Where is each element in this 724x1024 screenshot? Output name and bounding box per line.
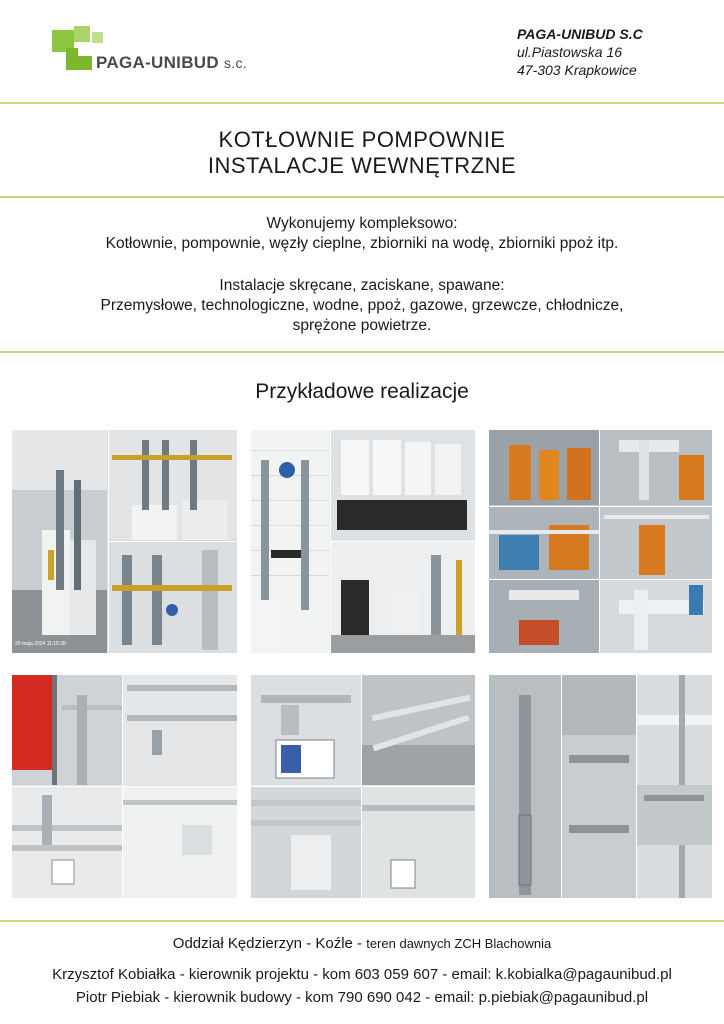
street-address: ul.Piastowska 16 — [517, 44, 623, 60]
photo-timestamp: 20 maja 2024 11:15:38 — [15, 641, 66, 647]
photo-collage-compressed-air — [251, 675, 475, 898]
intro-p2-line-2: Przemysłowe, technologiczne, wodne, ppoż, gazowe, grzewcze, chłodnicze, — [100, 297, 624, 314]
intro-p2-line-3: sprężone powietrze. — [292, 317, 432, 334]
intro-p1-line-2: Kotłownie, pompownie, węzły cieplne, zbiorniki na wodę, zbiorniki ppoż itp. — [105, 235, 619, 252]
intro-paragraph-1 — [0, 214, 724, 254]
photo-collage-cable-trays — [489, 675, 712, 898]
gallery-title: Przykładowe realizacje — [255, 380, 469, 403]
company-name: PAGA-UNIBUD S.C — [517, 26, 643, 42]
divider-4 — [0, 920, 724, 922]
photo-collage-boiler-room-1 — [12, 430, 237, 653]
photo-collage-industrial-plant — [489, 430, 712, 653]
photo-collage-fire-installation — [12, 675, 237, 898]
contact-site-manager: Piotr Piebiak - kierownik budowy - kom 790 690 042 - email: p.piebiak@pagaunibud.pl — [75, 989, 649, 1006]
divider-2 — [0, 196, 724, 198]
logo-square-medium — [74, 26, 90, 42]
branch-info — [0, 935, 724, 952]
contact-project-manager: Krzysztof Kobiałka - kierownik projektu - kom 603 059 607 - email: k.kobialka@pagaunibud.pl — [52, 966, 672, 983]
city-address: 47-303 Krapkowice — [517, 62, 637, 78]
divider-3 — [0, 351, 724, 353]
company-address — [517, 25, 643, 79]
branch-location: teren dawnych ZCH Blachownia — [366, 936, 552, 951]
branch-name: Oddział Kędzierzyn - Koźle - — [172, 935, 367, 952]
title-line-2: INSTALACJE WEWNĘTRZNE — [207, 153, 517, 178]
intro-p1-line-1: Wykonujemy kompleksowo: — [266, 215, 458, 232]
intro-p2-line-1: Instalacje skręcane, zaciskane, spawane: — [219, 277, 505, 294]
divider-1 — [0, 102, 724, 104]
photo-collage-boiler-room-2 — [251, 430, 475, 653]
logo-square-inner — [78, 44, 92, 56]
intro-paragraph-2 — [0, 276, 724, 336]
logo-square-small — [92, 32, 103, 43]
page-title — [0, 127, 724, 179]
logo-wordmark: PAGA-UNIBUD s.c. — [96, 53, 247, 72]
company-logo — [52, 26, 272, 76]
title-line-1: KOTŁOWNIE POMPOWNIE — [218, 127, 506, 152]
